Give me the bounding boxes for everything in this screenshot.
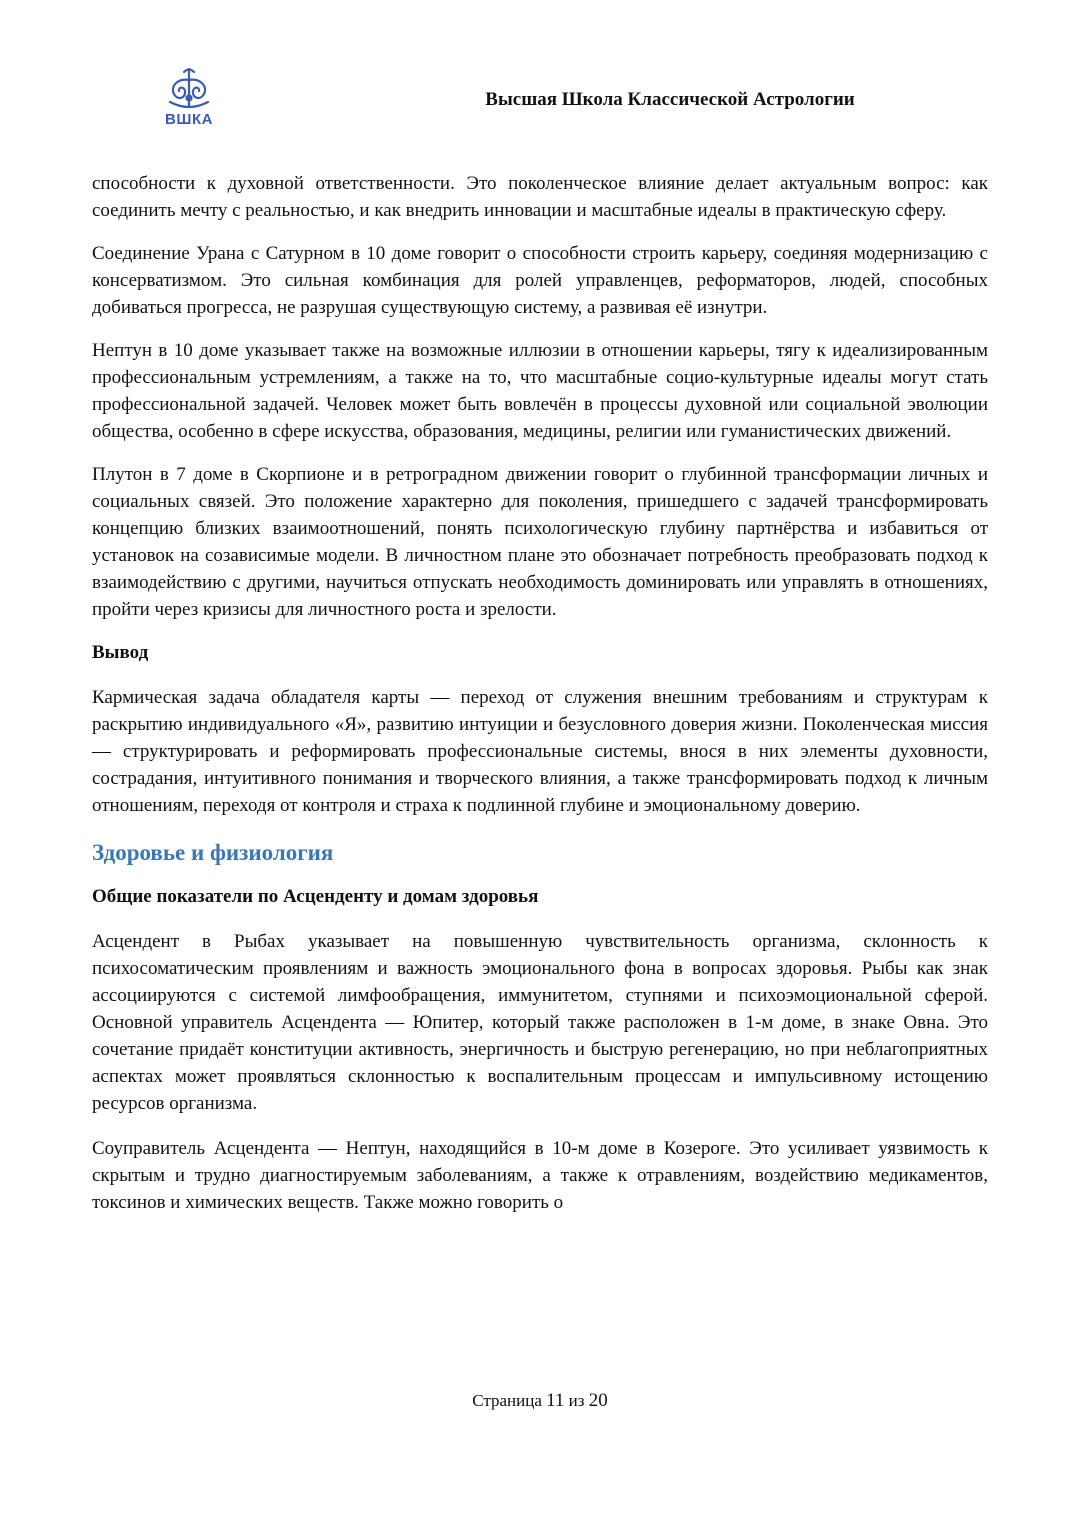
logo-text: ВШКА bbox=[165, 111, 213, 128]
paragraph-1: способности к духовной ответственности. Это поколенческое влияние делает актуальным вопрос: как соединить мечту с реальностью, и как внедрить инновации и масштабные идеалы в практическую сферу. bbox=[92, 173, 988, 221]
paragraph-5: Кармическая задача обладателя карты — переход от служения внешним требованиям и структурам к раскрытию индивидуального «Я», развитию интуиции и безусловного доверия жизни. Поколенческая миссия — структурировать и реформировать профессиональные системы, внося в них элементы духовности, сострадания, интуитивного понимания и творческого влияния, а также трансформировать подход к личным отношениям, переходя от контроля и страха к подлинной глубине и эмоциональному доверию. bbox=[92, 687, 988, 816]
school-logo bbox=[158, 66, 220, 132]
paragraph-2: Соединение Урана с Сатурном в 10 доме говорит о способности строить карьеру, соединяя модернизацию с консерватизмом. Это сильная комбинация для ролей управленцев, реформаторов, людей, способных добиваться прогресса, не разрушая существующую систему, а развивая её изнутри. bbox=[92, 243, 988, 318]
paragraph-6: Асцендент в Рыбах указывает на повышенную чувствительность организма, склонность к психосоматическим проявлениям и важность эмоционального фона в вопросах здоровья. Рыбы как знак ассоциируются с системой лимфообращения, иммунитетом, ступнями и психоэмоциональной сферой. Основной управитель Асцендента — Юпитер, который также расположен в 1-м доме, в знаке Овна. Это сочетание придаёт конституции активность, энергичность и быструю регенерацию, но при неблагоприятных аспектах может проявляться склонностью к воспалительным процессам и импульсивному истощению ресурсов организма. bbox=[92, 931, 988, 1114]
subsection-heading: Общие показатели по Асценденту и домам здоровья bbox=[92, 886, 539, 907]
section-title: Здоровье и физиология bbox=[92, 840, 334, 865]
logo-emblem-icon bbox=[158, 66, 220, 112]
paragraph-3: Нептун в 10 доме указывает также на возможные иллюзии в отношении карьеры, тягу к идеализированным профессиональным устремлениям, а также на то, что масштабные социо-культурные идеалы могут стать профессиональной задачей. Человек может быть вовлечён в процессы духовной или социальной эволюции общества, особенно в сфере искусства, образования, медицины, религии или гуманистических движений. bbox=[92, 340, 988, 442]
page-footer bbox=[0, 1390, 1080, 1412]
header-title: Высшая Школа Классической Астрологии bbox=[485, 89, 855, 110]
page-label: Страница bbox=[472, 1391, 542, 1410]
current-page-number: 11 bbox=[546, 1390, 565, 1411]
paragraph-4: Плутон в 7 доме в Скорпионе и в ретроградном движении говорит о глубинной трансформации личных и социальных связей. Это положение характерно для поколения, пришедшего с задачей трансформировать концепцию близких взаимоотношений, понять психологическую глубину партнёрства и избавиться от установок на созависимые модели. В личностном плане это обозначает потребность преобразовать подход к взаимодействию с другими, научиться отпускать необходимость доминировать или управлять в отношениях, пройти через кризисы для личностного роста и зрелости. bbox=[92, 464, 988, 620]
of-label: из bbox=[568, 1391, 585, 1410]
main-content bbox=[92, 170, 988, 1232]
conclusion-heading: Вывод bbox=[92, 642, 149, 663]
total-pages-number: 20 bbox=[588, 1390, 608, 1411]
paragraph-7: Соуправитель Асцендента — Нептун, находящийся в 10-м доме в Козероге. Это усиливает уязвимость к скрытым и трудно диагностируемым заболеваниям, а также к отравлениям, воздействию медикаментов, токсинов и химических веществ. Также можно говорить о bbox=[92, 1138, 988, 1213]
